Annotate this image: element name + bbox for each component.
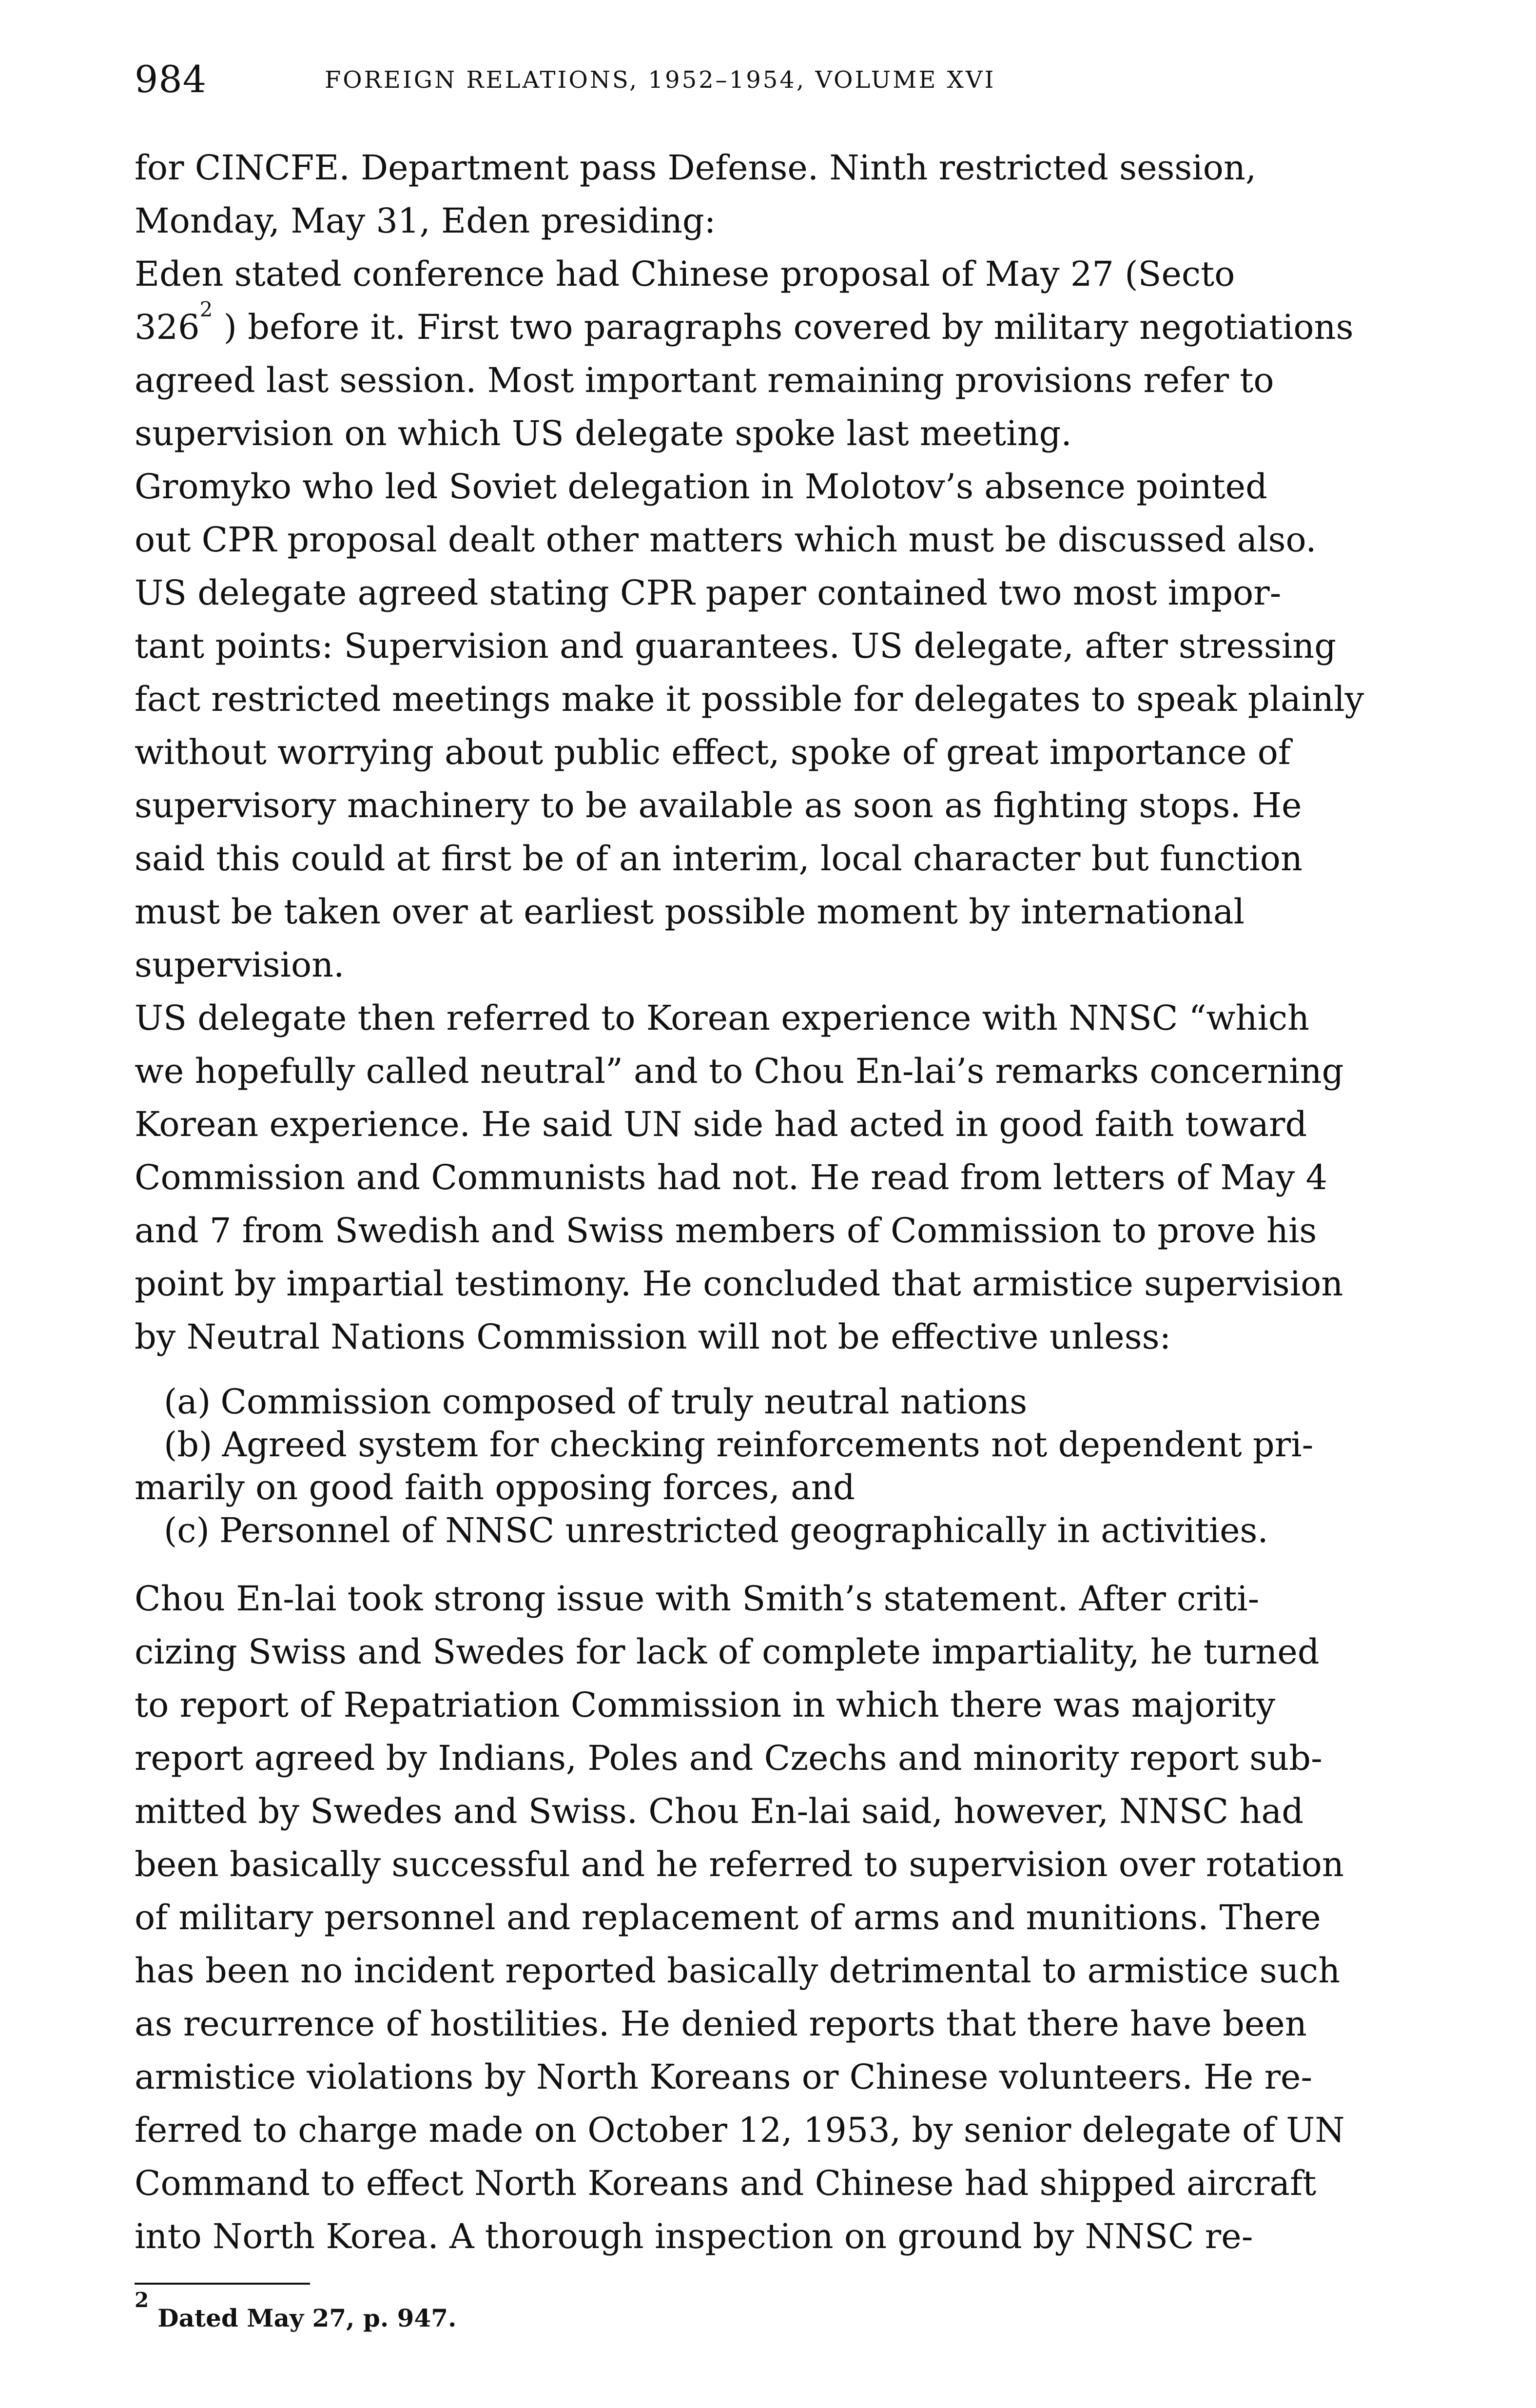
text-line: ferred to charge made on October 12, 1953, by senior delegate of UN bbox=[135, 2110, 1345, 2150]
footnote-text: Dated May 27, p. 947. bbox=[157, 2304, 457, 2332]
text-line: US delegate then referred to Korean experience with NNSC “which bbox=[135, 998, 1310, 1038]
text-line: we hopefully called neutral” and to Chou En-lai’s remarks concerning bbox=[135, 1051, 1344, 1091]
list-item bbox=[135, 1423, 1426, 1466]
text-line: to report of Repatriation Commission in which there was majority bbox=[135, 1685, 1276, 1725]
paragraph-us-delegate-agreed bbox=[135, 567, 1426, 992]
list-label: (b) bbox=[164, 1425, 213, 1465]
footnote bbox=[135, 2288, 914, 2335]
text-line: as recurrence of hostilities. He denied reports that there have been bbox=[135, 2004, 1307, 2044]
page-number: 984 bbox=[135, 58, 207, 101]
text-line: cizing Swiss and Swedes for lack of complete impartiality, he turned bbox=[135, 1632, 1320, 1672]
text-line: for CINCFE. Department pass Defense. Ninth restricted session, bbox=[135, 148, 1257, 188]
text-line: into North Korea. A thorough inspection on ground by NNSC re- bbox=[135, 2216, 1253, 2256]
text-line: point by impartial testimony. He concluded that armistice supervision bbox=[135, 1264, 1343, 1304]
main-text bbox=[135, 141, 1426, 2263]
text-line: report agreed by Indians, Poles and Czechs and minority report sub- bbox=[135, 1738, 1322, 1778]
text-line: Monday, May 31, Eden presiding: bbox=[135, 201, 716, 241]
conditions-list bbox=[135, 1380, 1426, 1552]
text-line: supervision. bbox=[135, 945, 345, 985]
footnote-divider bbox=[135, 2283, 310, 2285]
paragraph-eden bbox=[135, 248, 1426, 460]
list-item-text: Personnel of NNSC unrestricted geographically in activities. bbox=[219, 1510, 1268, 1550]
text-line: of military personnel and replacement of arms and munitions. There bbox=[135, 1898, 1321, 1938]
text-line: US delegate agreed stating CPR paper contained two most impor- bbox=[135, 573, 1282, 613]
text-line: $326^2$ ) before it. First two paragraphs covered by military negotiations bbox=[135, 297, 1354, 347]
text-line: supervision on which US delegate spoke last meeting. bbox=[135, 413, 1072, 453]
text-line: Commission and Communists had not. He read from letters of May 4 bbox=[135, 1157, 1328, 1197]
list-item-text: Commission composed of truly neutral nations bbox=[220, 1382, 1028, 1422]
text-line: Eden stated conference had Chinese proposal of May 27 (Secto bbox=[135, 254, 1235, 294]
footnote-reference: 2 bbox=[199, 297, 213, 321]
list-item-continuation bbox=[135, 1466, 1426, 1509]
running-title: FOREIGN RELATIONS, 1952–1954, VOLUME XVI bbox=[325, 66, 996, 94]
list-item bbox=[135, 1380, 1426, 1423]
paragraph-chou-en-lai bbox=[135, 1572, 1426, 2263]
text-line: said this could at first be of an interim, local character but function bbox=[135, 839, 1303, 879]
text-line: Gromyko who led Soviet delegation in Molotov’s absence pointed bbox=[135, 467, 1267, 507]
paragraph-korean-experience bbox=[135, 992, 1426, 1364]
text-line: without worrying about public effect, spoke of great importance of bbox=[135, 732, 1291, 772]
text-line: and 7 from Swedish and Swiss members of Commission to prove his bbox=[135, 1211, 1317, 1251]
text-line-rest: ) before it. First two paragraphs covered by military negotiations bbox=[213, 307, 1354, 347]
paragraph-opening bbox=[135, 141, 1426, 248]
text-line: armistice violations by North Koreans or Chinese volunteers. He re- bbox=[135, 2057, 1313, 2097]
list-label: (a) bbox=[164, 1382, 211, 1422]
text-line: Chou En-lai took strong issue with Smith’s statement. After criti- bbox=[135, 1579, 1260, 1619]
list-item-text: Agreed system for checking reinforcements not dependent pri- bbox=[222, 1425, 1314, 1465]
text-line: out CPR proposal dealt other matters which must be discussed also. bbox=[135, 520, 1317, 560]
text-line: Command to effect North Koreans and Chinese had shipped aircraft bbox=[135, 2163, 1317, 2203]
running-header bbox=[135, 58, 1426, 111]
text-line: tant points: Supervision and guarantees. US delegate, after stressing bbox=[135, 626, 1337, 666]
list-label: (c) bbox=[164, 1510, 210, 1550]
text-line: must be taken over at earliest possible moment by international bbox=[135, 892, 1244, 932]
text-line: fact restricted meetings make it possible for delegates to speak plainly bbox=[135, 679, 1364, 719]
text-line: agreed last session. Most important remaining provisions refer to bbox=[135, 360, 1274, 400]
footnote-marker: 2 bbox=[135, 2288, 149, 2312]
text-line: by Neutral Nations Commission will not be effective unless: bbox=[135, 1317, 1171, 1357]
text-line: supervisory machinery to be available as soon as fighting stops. He bbox=[135, 785, 1302, 825]
paragraph-gromyko bbox=[135, 460, 1426, 567]
list-item bbox=[135, 1509, 1426, 1552]
list-item-text: marily on good faith opposing forces, and bbox=[135, 1468, 855, 1507]
text-line: has been no incident reported basically detrimental to armistice such bbox=[135, 1951, 1341, 1991]
text-line: mitted by Swedes and Swiss. Chou En-lai said, however, NNSC had bbox=[135, 1791, 1304, 1831]
text-line: been basically successful and he referred to supervision over rotation bbox=[135, 1844, 1344, 1884]
text-line: Korean experience. He said UN side had acted in good faith toward bbox=[135, 1104, 1307, 1144]
